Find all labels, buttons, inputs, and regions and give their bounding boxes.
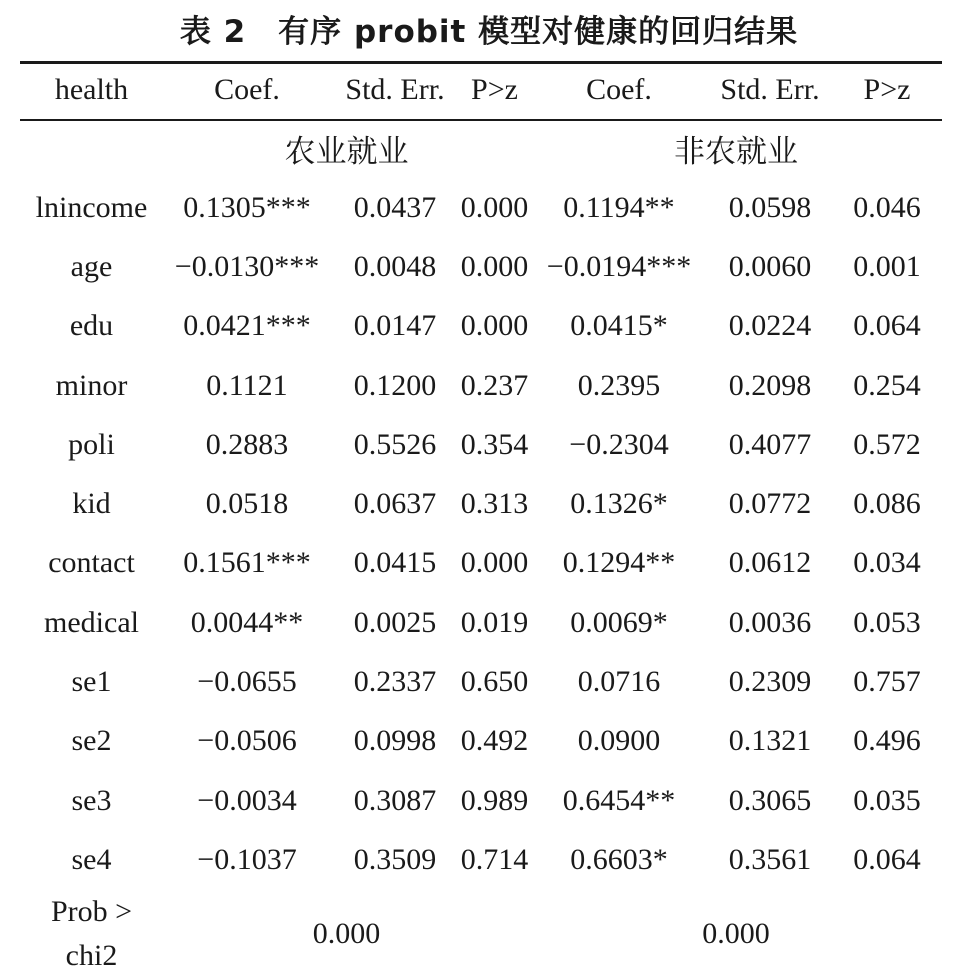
pz-2-cell: 0.064 (853, 309, 921, 343)
pz-1-cell: 0.237 (460, 368, 529, 402)
stderr-2-cell: 0.0224 (728, 309, 812, 343)
stderr-2-cell: 0.0036 (728, 605, 812, 639)
coef-2-cell: 0.6603* (570, 842, 668, 876)
table-row (20, 237, 942, 296)
stderr-2-cell: 0.4077 (728, 427, 812, 461)
prob-value-2: 0.000 (702, 916, 770, 950)
stderr-1-cell: 0.2337 (353, 665, 437, 699)
pz-1-cell: 0.000 (460, 546, 529, 580)
coef-1-cell: 0.0518 (205, 487, 289, 521)
variable-cell: se1 (71, 665, 112, 699)
stderr-1-cell: 0.3509 (353, 842, 437, 876)
stderr-2-cell: 0.0772 (728, 487, 812, 521)
stderr-1-cell: 0.0415 (353, 546, 437, 580)
pz-2-cell: 0.053 (853, 605, 921, 639)
stderr-2-cell: 0.0612 (728, 546, 812, 580)
stderr-1-cell: 0.0998 (353, 724, 437, 758)
variable-cell: lnincome (35, 190, 148, 224)
pz-2-cell: 0.086 (853, 487, 921, 521)
pz-2-cell: 0.254 (853, 368, 921, 402)
coef-2-cell: 0.6454** (562, 783, 676, 817)
stderr-1-cell: 0.5526 (353, 427, 437, 461)
stderr-2-cell: 0.0060 (728, 249, 812, 283)
header-coef-1: Coef. (214, 73, 280, 106)
table-row (20, 178, 942, 237)
prob-value-1: 0.000 (312, 916, 381, 950)
group-agricultural: 农业就业 (284, 134, 409, 170)
coef-2-cell: 0.1294** (562, 546, 676, 580)
variable-cell: se3 (71, 783, 112, 817)
group-spacer (20, 119, 163, 178)
stderr-2-cell: 0.2098 (728, 368, 812, 402)
header-stderr-1: Std. Err. (345, 73, 445, 106)
variable-cell: age (70, 249, 113, 283)
pz-2-cell: 0.035 (853, 783, 921, 817)
coef-2-cell: −0.0194*** (546, 249, 692, 283)
coef-1-cell: −0.0130*** (174, 249, 320, 283)
coef-2-cell: 0.2395 (577, 368, 661, 402)
header-health: health (54, 73, 129, 106)
stderr-1-cell: 0.0637 (353, 487, 437, 521)
pz-1-cell: 0.989 (460, 783, 529, 817)
coef-1-cell: 0.2883 (205, 427, 289, 461)
table-row (20, 652, 942, 711)
coef-2-cell: 0.0900 (577, 724, 661, 758)
table-row (20, 356, 942, 415)
variable-cell: poli (68, 427, 115, 461)
pz-1-cell: 0.492 (460, 724, 529, 758)
group-row (20, 119, 942, 178)
table-row (20, 297, 942, 356)
pz-2-cell: 0.757 (853, 665, 921, 699)
stderr-1-cell: 0.0437 (353, 190, 437, 224)
pz-2-cell: 0.034 (853, 546, 921, 580)
pz-1-cell: 0.019 (460, 605, 529, 639)
pz-2-cell: 0.496 (853, 724, 921, 758)
stderr-1-cell: 0.0048 (353, 249, 437, 283)
coef-2-cell: 0.0415* (570, 309, 668, 343)
coef-1-cell: 0.1121 (206, 368, 288, 402)
coef-1-cell: 0.1305*** (183, 190, 311, 224)
stderr-2-cell: 0.3561 (728, 842, 812, 876)
stderr-1-cell: 0.3087 (353, 783, 437, 817)
pz-1-cell: 0.313 (460, 487, 529, 521)
group-non-agricultural: 非农就业 (674, 134, 798, 170)
header-pz-2: P>z (863, 73, 911, 106)
variable-cell: contact (48, 546, 135, 580)
pz-1-cell: 0.000 (460, 190, 529, 224)
coef-2-cell: 0.1326* (570, 487, 668, 521)
stderr-2-cell: 0.0598 (728, 190, 812, 224)
stderr-1-cell: 0.0147 (353, 309, 437, 343)
variable-cell: edu (69, 309, 114, 343)
header-stderr-2: Std. Err. (720, 73, 820, 106)
coef-2-cell: −0.2304 (569, 427, 669, 461)
pz-2-cell: 0.064 (853, 842, 921, 876)
stderr-1-cell: 0.0025 (353, 605, 437, 639)
coef-1-cell: −0.0655 (197, 665, 297, 699)
table-row (20, 712, 942, 771)
stderr-2-cell: 0.1321 (728, 724, 812, 758)
table-title: 表 2 有序 probit 模型对健康的回归结果 (179, 14, 799, 50)
prob-label-line2: chi2 (65, 938, 118, 972)
coef-1-cell: 0.0421*** (183, 309, 311, 343)
header-row (20, 61, 942, 119)
variable-cell: minor (55, 368, 128, 402)
prob-chi2-row (20, 890, 942, 978)
header-coef-2: Coef. (586, 73, 652, 106)
coef-2-cell: 0.0069* (570, 605, 668, 639)
header-pz-1: P>z (471, 73, 518, 106)
coef-1-cell: −0.0034 (197, 783, 297, 817)
table-row (20, 771, 942, 830)
variable-cell: se2 (71, 724, 112, 758)
regression-table (20, 61, 942, 978)
pz-2-cell: 0.572 (853, 427, 921, 461)
coef-1-cell: −0.1037 (197, 842, 297, 876)
table-row (20, 534, 942, 593)
coef-1-cell: −0.0506 (197, 724, 297, 758)
pz-1-cell: 0.000 (460, 309, 529, 343)
table-row (20, 474, 942, 533)
coef-2-cell: 0.0716 (577, 665, 661, 699)
pz-1-cell: 0.650 (460, 665, 529, 699)
coef-2-cell: 0.1194** (563, 190, 675, 224)
coef-1-cell: 0.1561*** (183, 546, 311, 580)
pz-2-cell: 0.046 (853, 190, 921, 224)
table-row (20, 830, 942, 889)
stderr-2-cell: 0.3065 (728, 783, 812, 817)
pz-1-cell: 0.714 (460, 842, 529, 876)
coef-1-cell: 0.0044** (190, 605, 304, 639)
pz-1-cell: 0.354 (460, 427, 529, 461)
pz-1-cell: 0.000 (460, 249, 529, 283)
table-row (20, 593, 942, 652)
stderr-1-cell: 0.1200 (353, 368, 437, 402)
pz-2-cell: 0.001 (853, 249, 921, 283)
variable-cell: medical (44, 605, 139, 639)
stderr-2-cell: 0.2309 (728, 665, 812, 699)
table-row (20, 415, 942, 474)
prob-chi2-label (20, 890, 163, 978)
variable-cell: kid (72, 487, 111, 521)
variable-cell: se4 (71, 842, 112, 876)
prob-label-line1: Prob > (50, 894, 133, 928)
